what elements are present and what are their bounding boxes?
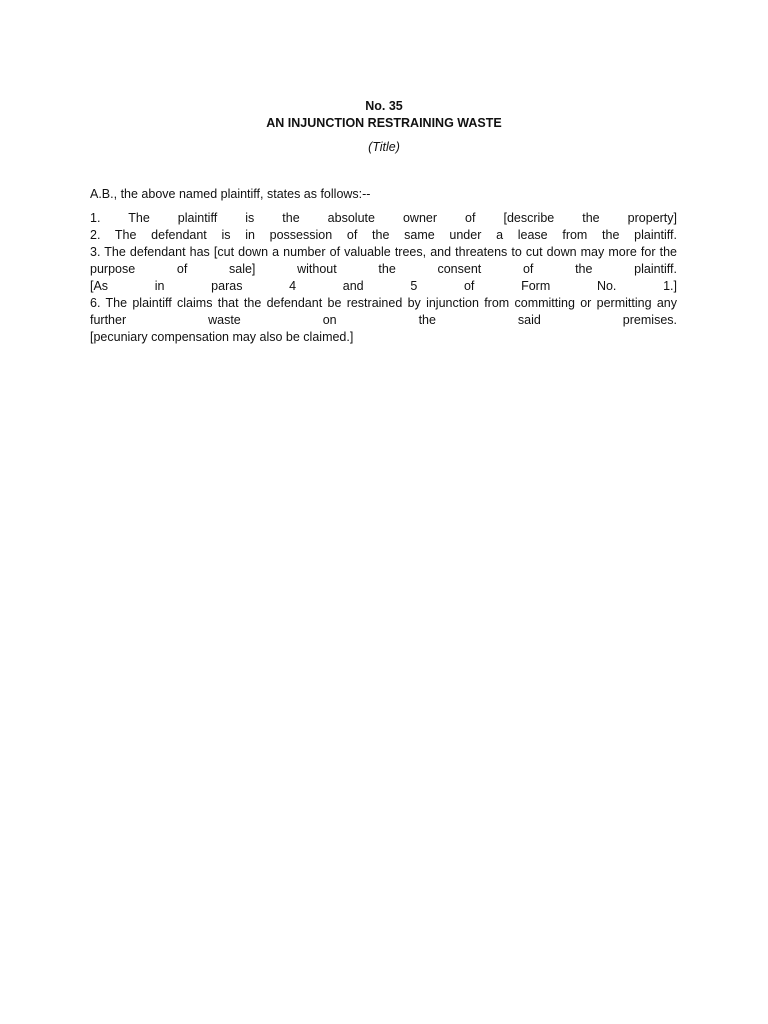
form-subtitle: (Title): [368, 140, 400, 154]
form-title: AN INJUNCTION RESTRAINING WASTE: [266, 116, 502, 130]
body-line: [As in paras 4 and 5 of Form No. 1.]: [90, 279, 677, 293]
intro-paragraph: A.B., the above named plaintiff, states as follows:--: [90, 187, 371, 201]
form-number: No. 35: [365, 99, 403, 113]
body-line: further waste on the said premises.: [90, 313, 677, 327]
plaint-body: [90, 210, 677, 346]
body-line: 6. The plaintiff claims that the defendant be restrained by injunction from committing or permitting any: [90, 296, 677, 310]
body-line: 2. The defendant is in possession of the same under a lease from the plaintiff.: [90, 228, 677, 242]
body-line: purpose of sale] without the consent of the plaintiff.: [90, 262, 677, 276]
body-line: 3. The defendant has [cut down a number of valuable trees, and threatens to cut down may more for the: [90, 245, 677, 259]
body-line: 1. The plaintiff is the absolute owner of [describe the property]: [90, 211, 677, 225]
body-line: [pecuniary compensation may also be claimed.]: [90, 330, 354, 344]
